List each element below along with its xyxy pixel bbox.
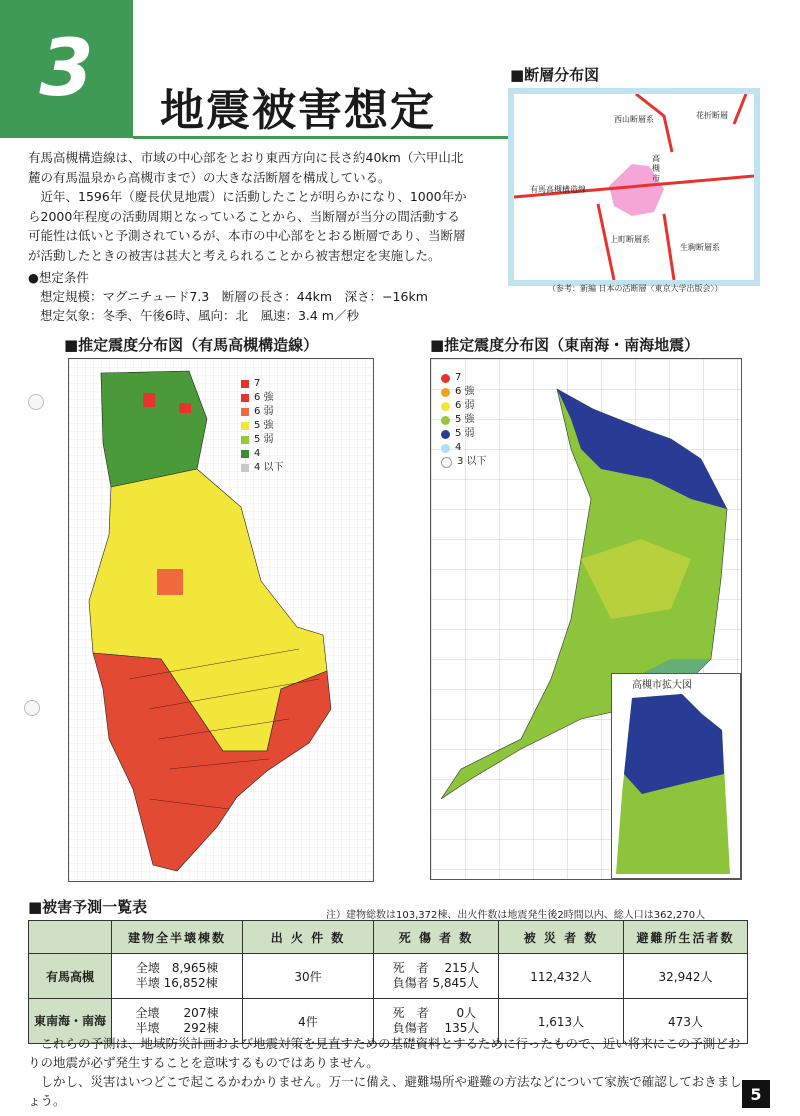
chapter-number: 3 <box>39 24 94 114</box>
legend-item <box>241 461 284 475</box>
legend-item <box>241 419 284 433</box>
legend-label: 3 以下 <box>457 456 487 467</box>
table-cell <box>374 954 499 999</box>
binder-hole <box>28 394 44 410</box>
legend-item <box>441 385 487 399</box>
binder-hole <box>24 700 40 716</box>
page-number: 5 <box>742 1080 770 1108</box>
row-label: 有馬高槻 <box>29 954 112 999</box>
legend-item <box>241 433 284 447</box>
cell-line: 死 者 215人 <box>392 961 480 975</box>
legend-label: 5 弱 <box>254 434 274 445</box>
table-row <box>29 954 748 999</box>
table-cell: 112,432人 <box>499 954 624 999</box>
hotspot <box>179 403 191 413</box>
legend-label: 4 <box>254 448 261 459</box>
table-cell <box>112 954 243 999</box>
hanaori-fault-line <box>734 94 746 124</box>
row-label: 東南海・南海 <box>29 999 112 1044</box>
table-header: 建物全半壊棟数 <box>112 921 243 954</box>
legend-item <box>441 441 487 455</box>
closing-text <box>28 1034 748 1110</box>
legend-item <box>441 413 487 427</box>
legend-swatch <box>241 436 249 444</box>
ikoma-fault-line <box>664 214 674 280</box>
legend-swatch <box>241 380 249 388</box>
legend-label: 4 以下 <box>254 462 284 473</box>
legend-item <box>241 377 284 391</box>
legend-label: 7 <box>455 372 462 383</box>
fault-map-title: ■断層分布図 <box>510 66 600 84</box>
legend-label: 5 弱 <box>455 428 475 439</box>
fault-map-reference: （参考：新編 日本の活断層〈東京大学出版会〉） <box>548 284 723 293</box>
label-hanaori: 花折断層 <box>696 111 728 120</box>
arima-map-graphic <box>69 359 373 881</box>
legend-item <box>241 405 284 419</box>
table-header: 出 火 件 数 <box>243 921 374 954</box>
page-title: 地震被害想定 <box>160 85 436 136</box>
table-header: 被 災 者 数 <box>499 921 624 954</box>
fault-map <box>508 88 760 286</box>
legend-label: 6 強 <box>455 386 475 397</box>
legend-swatch <box>441 416 450 425</box>
legend-label: 6 弱 <box>455 400 475 411</box>
chapter-number-box <box>0 0 133 138</box>
legend-swatch <box>441 430 450 439</box>
takatsuki-inset-map <box>611 673 741 879</box>
cell-line: 全壊 8,965棟 <box>135 961 219 975</box>
arima-intensity-map <box>68 358 374 882</box>
damage-table-note: 注）建物総数は103,372棟、出火件数は地震発生後2時間以内、総人口は362,270人 <box>326 910 706 921</box>
legend-swatch <box>441 444 450 453</box>
legend-swatch <box>241 450 249 458</box>
label-ikoma: 生駒断層系 <box>680 243 720 252</box>
assumption-conditions <box>28 268 428 325</box>
cell-line: 負傷者 5,845人 <box>392 976 479 990</box>
label-takatsuki: 高槻市 <box>652 154 660 183</box>
table-cell: 473人 <box>624 999 748 1044</box>
table-cell: 1,613人 <box>499 999 624 1044</box>
intro-text <box>28 148 468 265</box>
inset-title: 高槻市拡大図 <box>632 680 692 691</box>
intro-paragraph-1: 有馬高槻構造線は、市域の中心部をとおり東西方向に長さ約40km（六甲山北麓の有馬温泉から高槻市まで）の大きな活断層を構成している。 <box>28 150 464 185</box>
damage-table-title: ■被害予測一覧表 <box>28 898 148 916</box>
legend-label: 6 強 <box>254 392 274 403</box>
table-header: 死 傷 者 数 <box>374 921 499 954</box>
closing-paragraph-2: しかし、災害はいつどこで起こるかわかりません。万一に備え、避難場所や避難の方法などについて家族で確認しておきましょう。 <box>28 1074 742 1108</box>
legend-swatch <box>241 464 249 472</box>
legend-swatch <box>241 422 249 430</box>
legend-swatch <box>441 457 452 468</box>
label-nishiyama: 西山断層系 <box>614 115 654 124</box>
table-cell: 30件 <box>243 954 374 999</box>
nankai-legend <box>441 371 487 469</box>
damage-table <box>28 920 748 1044</box>
legend-item <box>441 399 487 413</box>
label-uemachi: 上町断層系 <box>610 235 650 244</box>
conditions-heading: ●想定条件 <box>28 270 89 285</box>
legend-swatch <box>441 374 450 383</box>
legend-item <box>241 447 284 461</box>
table-cell: 32,942人 <box>624 954 748 999</box>
table-cell: 4件 <box>243 999 374 1044</box>
legend-item <box>441 371 487 385</box>
arima-map-title: ■推定震度分布図（有馬高槻構造線） <box>64 336 319 354</box>
cell-line: 半壊 292棟 <box>135 1021 219 1035</box>
cell-pair <box>136 1006 219 1036</box>
legend-swatch <box>241 408 249 416</box>
cell-pair <box>393 1006 480 1036</box>
arima-legend <box>241 377 284 475</box>
legend-label: 4 <box>455 442 462 453</box>
table-header-row <box>29 921 748 954</box>
hotspot <box>143 393 155 407</box>
legend-item <box>441 427 487 441</box>
legend-swatch <box>241 394 249 402</box>
label-arima: 有馬高槻構造線 <box>530 185 586 194</box>
legend-label: 7 <box>254 378 261 389</box>
table-header: 避難所生活者数 <box>624 921 748 954</box>
legend-label: 5 強 <box>254 420 274 431</box>
legend-label: 5 強 <box>455 414 475 425</box>
cell-line: 死 者 0人 <box>392 1006 477 1020</box>
legend-swatch <box>441 402 450 411</box>
conditions-scale: 想定規模：マグニチュード7.3 断層の長さ：44km 深さ：−16km <box>40 289 428 304</box>
cell-line: 全壊 207棟 <box>135 1006 219 1020</box>
hotspot <box>157 569 183 595</box>
north-zone <box>101 371 207 487</box>
legend-item <box>241 391 284 405</box>
legend-item <box>441 455 487 469</box>
legend-label: 6 弱 <box>254 406 274 417</box>
cell-line: 半壊 16,852棟 <box>135 976 218 990</box>
conditions-weather: 想定気象：冬季、午後6時、風向：北 風速：3.4 m／秒 <box>40 308 359 323</box>
nankai-intensity-map <box>430 358 742 880</box>
damage-table-wrapper <box>28 920 748 1044</box>
intro-paragraph-2: 近年、1596年（慶長伏見地震）に活動したことが明らかになり、1000年から2000年程度の活動周期となっていることから、当断層が当分の間活動する可能性は低いと予測されているが、本市の中心部をとおる断層であり、当断層が活動したときの被害は甚大と考えられることから被害想定を実施した。 <box>28 189 467 263</box>
cell-pair <box>136 961 218 991</box>
legend-swatch <box>441 388 450 397</box>
inset-graphic <box>612 674 740 878</box>
cell-pair <box>393 961 480 991</box>
table-corner <box>29 921 112 954</box>
closing-paragraph-1: これらの予測は、地域防災計画および地震対策を見直すための基礎資料とするために行ったもので、近い将来にこの予測どおりの地震が必ず発生することを意味するものではありません。 <box>28 1036 741 1070</box>
nankai-map-title: ■推定震度分布図（東南海・南海地震） <box>430 336 700 354</box>
cell-line: 負傷者 135人 <box>392 1021 480 1035</box>
